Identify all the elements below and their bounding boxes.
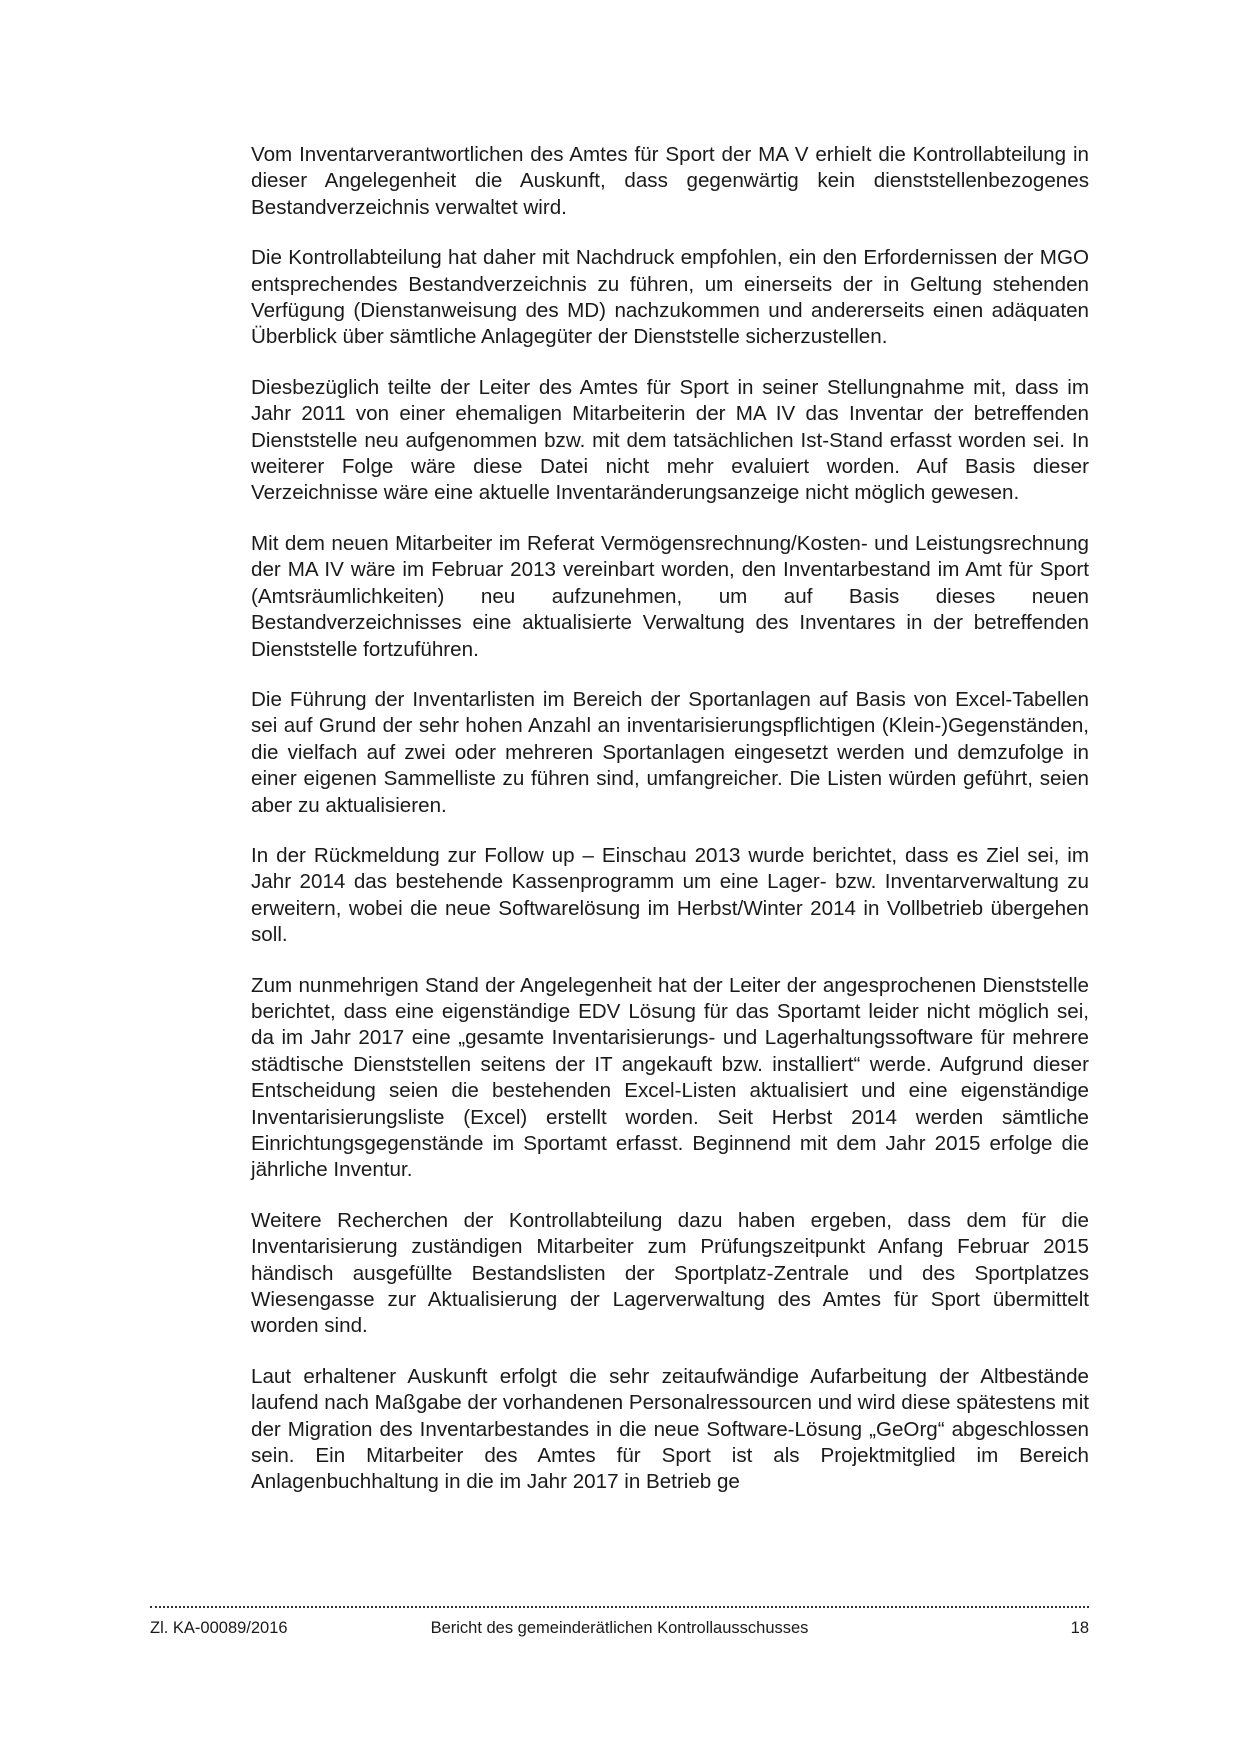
paragraph: Diesbezüglich teilte der Leiter des Amtes für Sport in seiner Stellungnahme mit, dass im Jahr 2011 von einer ehemaligen Mitarbeiterin der MA IV das Inventar der betreffenden Dienststelle neu aufgenommen bzw. mit dem tatsächlichen Ist-Stand erfasst worden sei. In weiterer Folge wäre diese Datei nicht mehr evaluiert worden. Auf Basis dieser Verzeichnisse wäre eine aktuelle Inventaränderungsanzeige nicht möglich gewesen. [251, 375, 1089, 505]
paragraph: Die Führung der Inventarlisten im Bereich der Sportanlagen auf Basis von Excel-Tabellen sei auf Grund der sehr hohen Anzahl an inventarisierungspflichtigen (Klein-)Gegenständen, die vielfach auf zwei oder mehreren Sportanlagen eingesetzt werden und demzufolge in einer eigenen Sammelliste zu führen sind, umfangreicher. Die Listen würden geführt, seien aber zu aktualisieren. [251, 687, 1089, 817]
page-number: 18 [1070, 1619, 1089, 1637]
paragraph: Vom Inventarverantwortlichen des Amtes für Sport der MA V erhielt die Kontrollabteilung in dieser Angelegenheit die Auskunft, dass gegenwärtig kein dienststellenbezogenes Bestandverzeichnis verwaltet wird. [251, 143, 1089, 219]
paragraph: Weitere Recherchen der Kontrollabteilung dazu haben ergeben, dass dem für die Inventarisierung zuständigen Mitarbeiter zum Prüfungszeitpunkt Anfang Februar 2015 händisch ausgefüllte Bestandslisten der Sportplatz-Zentrale und des Sportplatzes Wiesengasse zur Aktualisierung der Lagerverwaltung des Amtes für Sport übermittelt worden sind. [251, 1208, 1089, 1338]
document-reference: Zl. KA-00089/2016 [150, 1619, 288, 1637]
paragraph: Die Kontrollabteilung hat daher mit Nachdruck empfohlen, ein den Erfordernissen der MGO entsprechendes Bestandverzeichnis zu führen, um einerseits der in Geltung stehenden Verfügung (Dienstanweisung des MD) nachzukommen und andererseits einen adäquaten Überblick über sämtliche Anlagegüter der Dienststelle sicherzustellen. [251, 246, 1089, 349]
page-footer [150, 1606, 1089, 1639]
paragraph: Zum nunmehrigen Stand der Angelegenheit hat der Leiter der angesprochenen Dienststelle berichtet, dass eine eigenständige EDV Lösung für das Sportamt leider nicht möglich sei, da im Jahr 2017 eine „gesamte Inventarisierungs- und Lagerhaltungssoftware für mehrere städtische Dienststellen seitens der IT angekauft bzw. installiert“ werde. Aufgrund dieser Entscheidung seien die bestehenden Excel-Listen aktualisiert und eine eigenständige Inventarisierungsliste (Excel) erstellt worden. Seit Herbst 2014 werden sämtliche Einrichtungsgegenstände im Sportamt erfasst. Beginnend mit dem Jahr 2015 erfolge die jährliche Inventur. [251, 973, 1089, 1182]
paragraph: In der Rückmeldung zur Follow up – Einschau 2013 wurde berichtet, dass es Ziel sei, im Jahr 2014 das bestehende Kassenprogramm um eine Lager- bzw. Inventarverwaltung zu erweitern, wobei die neue Softwarelösung im Herbst/Winter 2014 in Vollbetrieb übergehen soll. [251, 843, 1089, 947]
paragraph: Mit dem neuen Mitarbeiter im Referat Vermögensrechnung/Kosten- und Leistungsrechnung der MA IV wäre im Februar 2013 vereinbart worden, den Inventarbestand im Amt für Sport (Amtsräumlichkeiten) neu aufzunehmen, um auf Basis dieses neuen Bestandverzeichnisses eine aktualisierte Verwaltung des Inventares in der betreffenden Dienststelle fortzuführen. [251, 531, 1089, 661]
report-title: Bericht des gemeinderätlichen Kontrollausschusses [430, 1619, 809, 1637]
footer-row [150, 1617, 1089, 1639]
paragraph: Laut erhaltener Auskunft erfolgt die sehr zeitaufwändige Aufarbeitung der Altbestände laufend nach Maßgabe der vorhandenen Personalressourcen und wird diese spätestens mit der Migration des Inventarbestandes in die neue Software-Lösung „GeOrg“ abgeschlossen sein. Ein Mitarbeiter des Amtes für Sport ist als Projektmitglied im Bereich Anlagenbuchhaltung in die im Jahr 2017 in Betrieb ge [251, 1364, 1089, 1494]
footer-divider [150, 1606, 1089, 1608]
body-text [251, 142, 1089, 1520]
